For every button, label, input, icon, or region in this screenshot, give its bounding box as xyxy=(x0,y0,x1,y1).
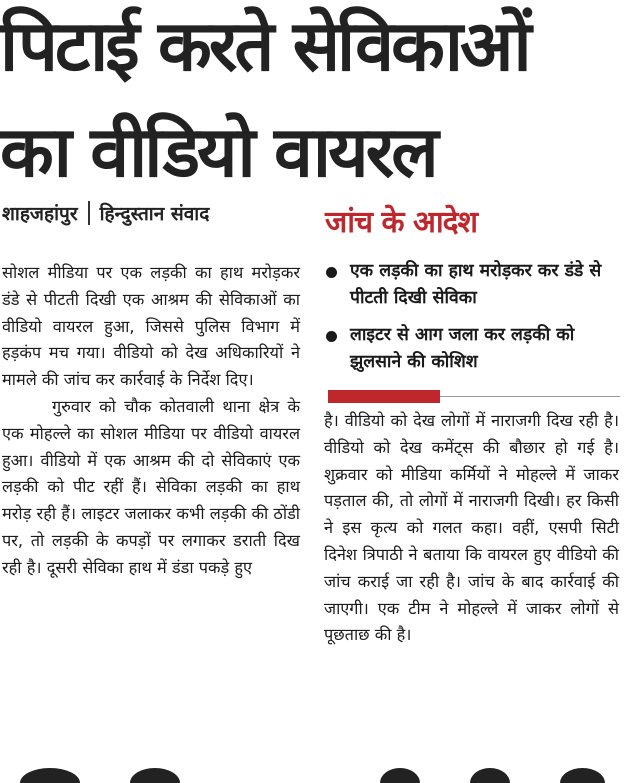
highlight-bullet-item xyxy=(322,258,618,312)
highlight-bullet-text: एक लड़की का हाथ मरोड़कर कर डंडे से पीटती दिखी सेविका xyxy=(350,261,602,308)
article-paragraph: गुरुवार को चौक कोतवाली थाना क्षेत्र के एक मोहल्ले का सोशल मीडिया पर वीडियो वायरल हुआ। वीडियो में एक आश्रम की दो सेविकाएं एक लड़की को पीट रहीं हैं। सेविका लड़की का हाथ मरोड़ रही हैं। लाइटर जलाकर कभी लड़की की ठोंडी पर, तो लड़की के कपड़ों पर लगाकर डराती दिख रही है। दूसरी सेविका हाथ में डंडा पकड़े हुए xyxy=(2,396,300,577)
article-column-right xyxy=(324,408,619,649)
highlight-bullet-text: लाइटर से आग जला कर लड़की को झुलसाने की कोशिश xyxy=(350,325,575,372)
article-paragraph: सोशल मीडिया पर एक लड़की का हाथ मरोड़कर डंडे से पीटती दिखी एक आश्रम की सेविकाओं का वीडियो वायरल हुआ, जिससे पुलिस विभाग में हड़कंप मच गया। वीडियो को देख अधिकारियों ने मामले की जांच कर कार्रवाई के निर्देश दिए। xyxy=(2,263,300,390)
article-column-left xyxy=(2,260,300,582)
highlight-bullet-item xyxy=(322,322,618,376)
accent-bar xyxy=(328,390,440,403)
highlight-bullet-list xyxy=(322,258,618,386)
byline-place: शाहजहांपुर xyxy=(2,203,78,225)
bullet-dot-icon xyxy=(326,267,337,278)
headline-line-1: पिटाई करते सेविकाओं xyxy=(0,5,529,87)
next-headline-fragment xyxy=(0,768,633,783)
divider-rule xyxy=(440,396,620,397)
byline xyxy=(2,200,209,226)
bullet-dot-icon xyxy=(326,331,337,342)
byline-divider xyxy=(88,201,90,225)
article-paragraph: है। वीडियो को देख लोगों में नाराजगी दिख रही है। वीडियो को देख कमेंट्स की बौछार हो गई है। शुक्रवार को मीडिया कर्मियों ने मोहल्ले में जाकर पड़ताल की, तो लोगों में नाराजगी दिखी। हर किसी ने इस कृत्य को गलत कहा। वहीं, एसपी सिटी दिनेश त्रिपाठी ने बताया कि वायरल हुए वीडियो की जांच कराई जा रही है। जांच के बाद कार्रवाई की जाएगी। एक टीम ने मोहल्ले में जाकर लोगों से पूछताछ की है। xyxy=(324,411,619,645)
highlight-box-title: जांच के आदेश xyxy=(325,205,477,240)
headline-line-2: का वीडियो वायरल xyxy=(0,111,436,193)
byline-source: हिन्दुस्तान संवाद xyxy=(99,203,210,225)
